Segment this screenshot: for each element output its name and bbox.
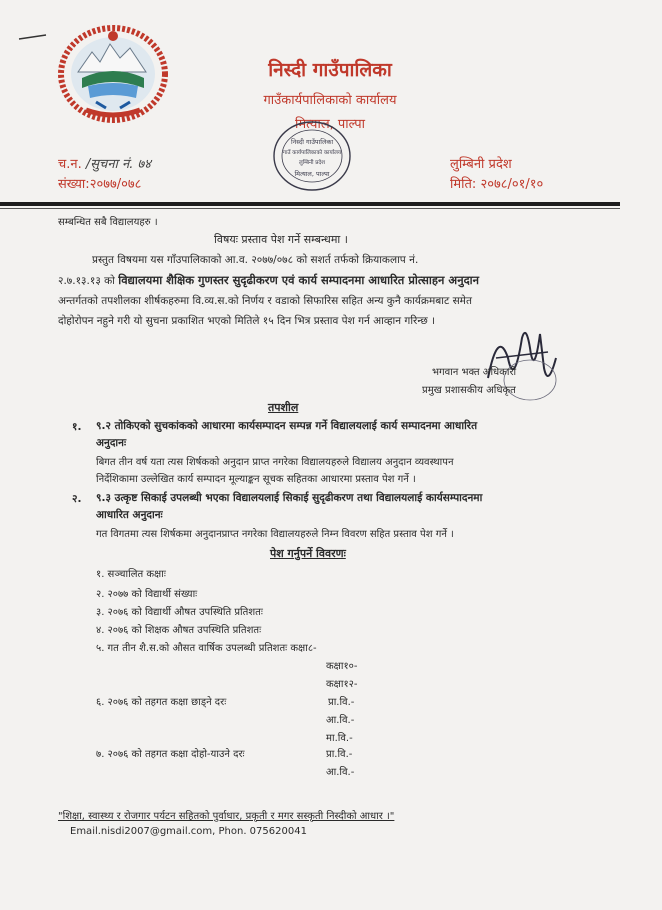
item-1-number: १. — [72, 421, 82, 433]
stamp-line-3: लुम्बिनी प्रदेश — [298, 160, 326, 166]
stamp-line-2: गाउँ कार्यपालिकाको कार्यालय — [282, 150, 342, 156]
paragraph-line-4: दोहोरोपन नहुने गरी यो सुचना प्रकाशित भएको मितिले १५ दिन भित्र प्रस्ताव पेश गर्न आव्हान गरिन्छ । — [58, 315, 436, 327]
item-2-heading-line-2: आधारित अनुदानः — [96, 509, 163, 521]
detail-5: ५. गत तीन शै.स.को औसत वार्षिक उपलब्धी प्रतिशतः कक्षा८- — [96, 643, 317, 654]
detail-4: ४. २०७६ को शिक्षक औषत उपस्थिति प्रतिशतः — [96, 625, 262, 636]
fiscal-value: २०७७/०७८ — [89, 177, 142, 192]
stamp-line-4: मित्याल, पाल्पा — [294, 170, 330, 178]
item-1-description-line-1: बिगत तीन वर्ष यता त्यस शिर्षकको अनुदान प्राप्त नगरेका विद्यालयहरुले विद्यालय अनुदान व्यवस्थापन — [96, 457, 454, 468]
letter-date — [450, 174, 543, 192]
paragraph-line-3: अन्तर्गतको तपशीलका शीर्षकहरुमा वि.व्य.स.को निर्णय र वडाको सिफारिस सहित अन्य कुनै कार्यक्रमबाट समेत — [58, 295, 472, 307]
item-1-heading-line-2: अनुदानः — [96, 437, 127, 449]
item-1-description — [96, 454, 454, 488]
reference-label: च.न. — [58, 157, 82, 172]
item-2-heading-line-1: ९.३ उत्कृष्ट सिकाई उपलब्धी भएका विद्यालयलाई सिकाई सुदृढीकरण तथा विद्यालयलाई कार्यसम्पादनमा — [96, 492, 483, 504]
date-label: मिति: — [450, 177, 477, 192]
footer-contact: Email.nisdi2007@gmail.com, Phon. 075620041 — [70, 826, 307, 837]
office-address: मित्याल, पाल्पा — [295, 117, 365, 132]
item-2-description-line-1: गत विगतमा त्यस शिर्षकमा अनुदानप्राप्त नगरेका विद्यालयहरुले निम्न विवरण सहित प्रस्ताव पेश गर्ने । — [96, 529, 454, 540]
detail-6-lower-secondary: आ.वि.- — [326, 715, 355, 726]
detail-6-primary: प्रा.वि.- — [328, 697, 355, 708]
signatory-title: प्रमुख प्रशासकीय अधिकृत — [422, 385, 516, 396]
reference-number — [58, 154, 151, 172]
item-1-heading-line-1: ९.२ तोकिएको सुचकांकको आधारमा कार्यसम्पादन सम्पन्न गर्ने विद्यालयलाई कार्य सम्पादनमा आधारित — [96, 420, 478, 432]
office-stamp-icon — [270, 118, 354, 194]
detail-1: १. सञ्चालित कक्षाः — [96, 569, 166, 580]
org-name: निस्दी गाउँपालिका — [268, 59, 392, 81]
addressee: सम्बन्धित सबै विद्यालयहरु । — [58, 217, 158, 228]
signatory-name: भगवान भक्त अधिकारी — [432, 367, 517, 378]
fiscal-label: संख्या: — [58, 177, 90, 192]
paragraph-line-2 — [58, 270, 564, 291]
paragraph-line-1: प्रस्तुत विषयमा यस गाँउपालिकाको आ.व. २०७७/०७८ को सशर्त तर्फको क्रियाकलाप नं. — [92, 254, 419, 266]
item-1-description-line-2: निर्देशिकामा उल्लेखित कार्य सम्पादन मूल्याङ्कन सूचक सहितका आधारमा प्रस्ताव पेश गर्ने । — [96, 474, 416, 485]
detail-7: ७. २०७६ को तहगत कक्षा दोहो-याउने दरः — [96, 749, 245, 760]
detail-2: २. २०७७ को विद्यार्थी संख्याः — [96, 589, 198, 600]
detail-5-grade-12: कक्षा१२- — [326, 679, 358, 690]
pen-mark-icon — [18, 34, 48, 40]
detail-6-secondary: मा.वि.- — [326, 733, 353, 744]
item-2-description — [96, 526, 454, 543]
fiscal-year — [58, 174, 141, 192]
subject-line: विषयः प्रस्ताव पेश गर्ने सम्बन्धमा । — [214, 233, 348, 246]
detail-7-lower-secondary: आ.वि.- — [326, 767, 355, 778]
reference-value: /सुचना नं. ७४ — [85, 157, 152, 172]
stamp-line-1: निस्दी गाउँपालिका — [290, 138, 334, 146]
office-name: गाउँकार्यपालिकाको कार्यालय — [263, 93, 397, 108]
date-value: २०७८/०१/१० — [480, 177, 544, 192]
detail-6: ६. २०७६ को तहगत कक्षा छाड्ने दरः — [96, 697, 227, 708]
nepal-emblem-icon — [56, 24, 170, 124]
item-2-heading — [96, 490, 482, 524]
footer-slogan: "शिक्षा, स्वास्थ्य र रोजगार पर्यटन सहितको पुर्वाधार, प्रकृती र मगर सस्कृती निस्दीको आधार ।" — [58, 811, 395, 822]
submission-title: पेश गर्नुपर्ने विवरणः — [270, 547, 346, 560]
province-name: लुम्बिनी प्रदेश — [450, 157, 512, 172]
header-divider-thick — [0, 202, 620, 206]
item-2-number: २. — [72, 493, 82, 505]
detail-5-grade-10: कक्षा१०- — [326, 661, 358, 672]
program-title: विद्यालयमा शैक्षिक गुणस्तर सुदृढीकरण एवं कार्य सम्पादनमा आधारित प्रोत्साहन अनुदान — [118, 273, 480, 287]
header-divider-thin — [0, 208, 620, 209]
item-1-heading — [96, 418, 477, 452]
detail-3: ३. २०७६ को विद्यार्थी औषत उपस्थिति प्रतिशतः — [96, 607, 263, 618]
activity-number: २.७.१३.१३ को — [58, 275, 115, 287]
details-title: तपशील — [268, 401, 299, 414]
detail-7-primary: प्रा.वि.- — [326, 749, 353, 760]
